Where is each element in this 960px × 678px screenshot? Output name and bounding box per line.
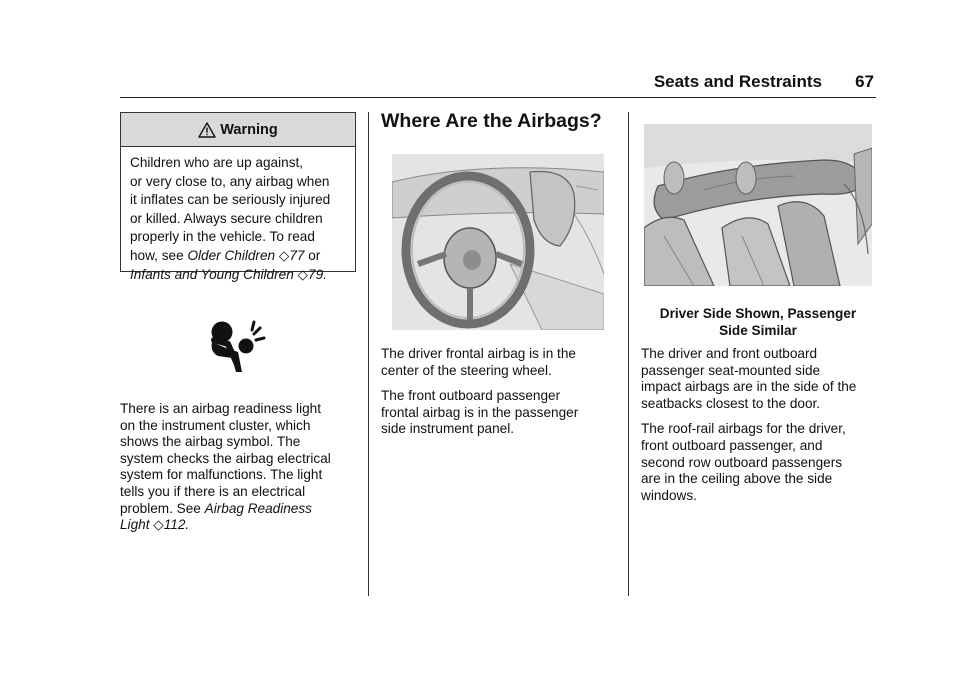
ref-symbol: ◇	[297, 266, 309, 282]
warning-line: or killed. Always secure children	[130, 210, 323, 226]
ref-symbol: ◇	[278, 247, 290, 263]
text-line: front outboard passenger, and	[641, 437, 823, 453]
steering-wheel-illustration	[392, 154, 604, 330]
text-line: center of the steering wheel.	[381, 362, 552, 378]
text-line: The roof-rail airbags for the driver,	[641, 421, 846, 437]
section-title-header: Seats and Restraints	[653, 72, 822, 91]
warning-line: it inflates can be seriously injured	[130, 192, 331, 208]
text-line: The front outboard passenger	[381, 388, 561, 404]
page-number: 67	[855, 72, 874, 91]
text-line: impact airbags are in the side of the	[641, 379, 857, 395]
airbag-readiness-link-cont[interactable]: Light	[120, 517, 150, 533]
text-line: system for malfunctions. The light	[120, 467, 323, 483]
steering-wheel-drawing	[392, 154, 604, 330]
side-airbag-illustration	[644, 124, 872, 286]
warning-line: or very close to, any airbag when	[130, 173, 330, 189]
airbag-readiness-link[interactable]: Airbag Readiness	[204, 500, 312, 516]
caption-line: Side Similar	[719, 322, 797, 338]
text-line: second row outboard passengers	[641, 454, 843, 470]
column-divider-right	[628, 112, 629, 596]
warning-line: Children who are up against,	[130, 155, 304, 170]
readiness-prefix: problem. See	[120, 500, 205, 516]
warning-triangle-icon	[198, 122, 216, 138]
side-airbag-drawing	[644, 124, 872, 286]
section-heading: Where Are the Airbags?	[381, 110, 602, 132]
text-line: The driver and front outboard	[641, 346, 818, 361]
text-line: frontal airbag is in the passenger	[381, 404, 579, 420]
warning-header	[121, 113, 355, 147]
passenger-airbag-paragraph	[381, 388, 619, 438]
text-line: on the instrument cluster, which	[120, 417, 311, 433]
airbag-readiness-page[interactable]: 112	[163, 517, 186, 533]
older-children-page[interactable]: 77	[289, 247, 305, 263]
readiness-paragraph	[120, 401, 360, 534]
caption-line: Driver Side Shown, Passenger	[659, 306, 857, 321]
warning-line	[130, 266, 346, 285]
right-text	[641, 346, 881, 513]
text-line: shows the airbag symbol. The	[120, 434, 301, 450]
text-line: seatbacks closest to the door.	[641, 395, 821, 411]
warning-line: properly in the vehicle. To read	[130, 229, 315, 245]
warning-ref-end: .	[323, 266, 327, 282]
text-line: are in the ceiling above the side	[641, 471, 833, 487]
warning-ref-or: or	[304, 247, 321, 263]
text-line	[120, 517, 360, 534]
text-line	[120, 501, 360, 518]
text-line: system checks the airbag electrical	[120, 450, 331, 466]
warning-title: Warning	[220, 121, 278, 138]
seat-airbag-paragraph	[641, 346, 881, 412]
roof-rail-airbag-paragraph	[641, 421, 881, 504]
warning-body	[121, 147, 355, 284]
text-line: There is an airbag readiness light	[120, 401, 321, 416]
driver-airbag-paragraph	[381, 346, 619, 379]
ref-symbol: ◇	[153, 517, 164, 533]
readiness-end: .	[185, 517, 190, 533]
older-children-link[interactable]: Older Children	[187, 247, 276, 263]
warning-ref-prefix: how, see	[130, 247, 188, 263]
figure-caption	[641, 306, 875, 339]
text-line: tells you if there is an electrical	[120, 483, 306, 499]
warning-line	[130, 247, 346, 266]
infants-page[interactable]: 79	[308, 266, 324, 282]
warning-box	[120, 112, 356, 282]
middle-text	[381, 346, 619, 447]
page-header	[120, 72, 876, 98]
text-line: side instrument panel.	[381, 421, 514, 437]
text-line: The driver frontal airbag is in the	[381, 346, 576, 361]
text-line: windows.	[641, 487, 697, 503]
text-line: passenger seat-mounted side	[641, 362, 821, 378]
infants-link[interactable]: Infants and Young Children	[130, 266, 294, 282]
column-divider-left	[368, 112, 369, 596]
airbag-readiness-icon	[206, 318, 270, 374]
